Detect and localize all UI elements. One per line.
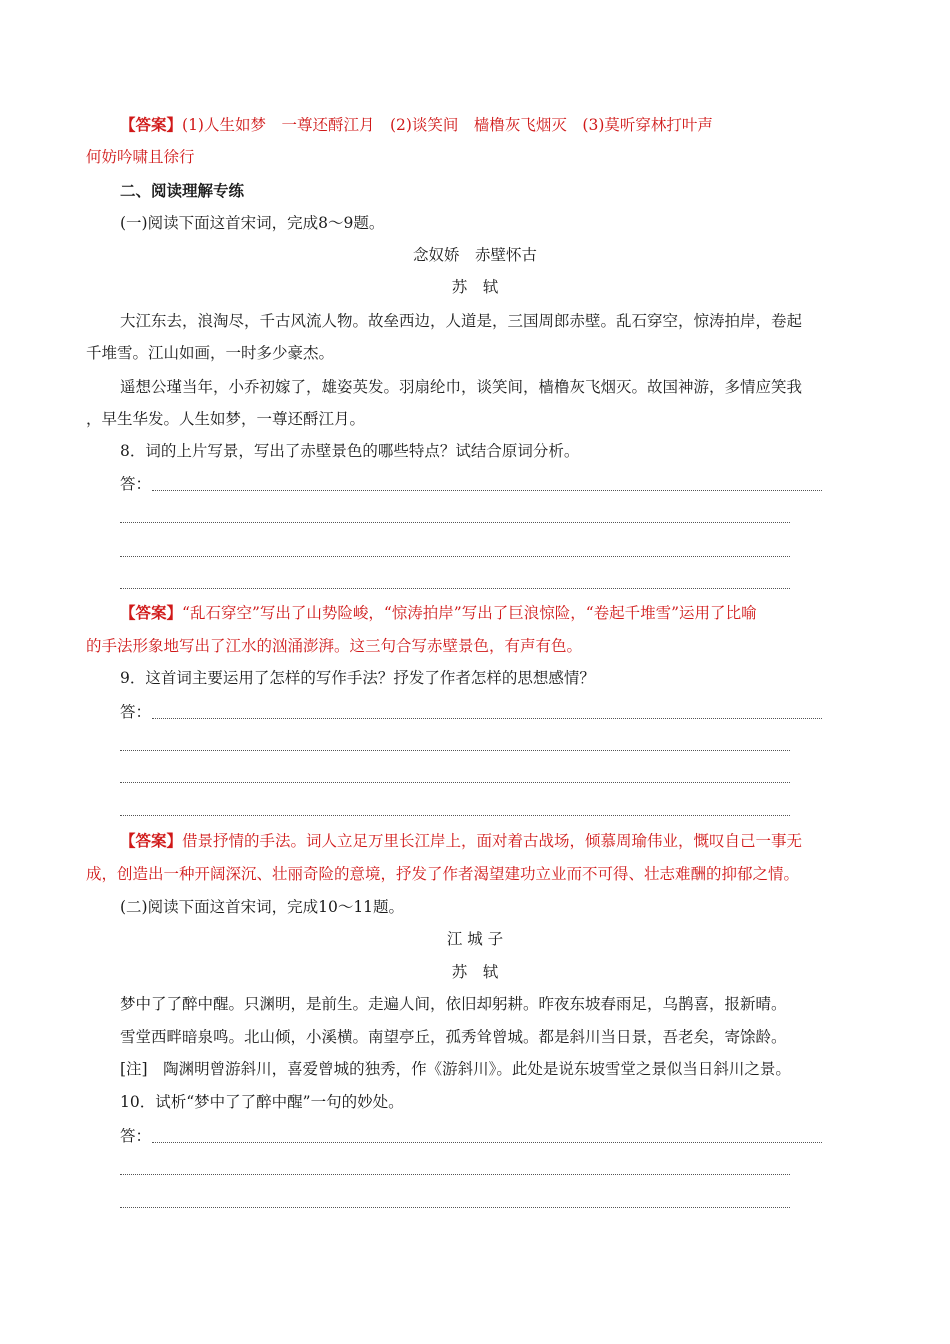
part2-intro: (二)阅读下面这首宋词，完成10～11题。 (120, 898, 405, 916)
q9-answer-line-1[interactable] (152, 718, 822, 719)
q8-answer-line-4[interactable] (120, 588, 790, 589)
q9-answer-line-2[interactable] (120, 750, 790, 751)
poem1-author: 苏 轼 (451, 278, 499, 296)
poem1-title: 念奴娇 赤壁怀古 (412, 246, 537, 264)
poem2-line1: 梦中了了醉中醒。只渊明，是前生。走遍人间，依旧却躬耕。昨夜东坡春雨足，乌鹊喜，报新晴。 (120, 995, 787, 1013)
answer-tag: 【答案】 (120, 603, 183, 622)
q10-answer-label: 答： (120, 1127, 152, 1145)
poem2-line2: 雪堂西畔暗泉鸣。北山倾，小溪横。南望亭丘，孤秀耸曾城。都是斜川当日景，吾老矣，寄馀龄。 (120, 1028, 787, 1046)
poem1-p2-line2: ，早生华发。人生如梦，一尊还酹江月。 (86, 410, 366, 428)
a8-line1 (120, 603, 757, 623)
a8-line2: 的手法形象地写出了江水的汹涌澎湃。这三句合写赤壁景色，有声有色。 (86, 637, 583, 655)
poem1-p1-line1: 大江东去，浪淘尽，千古风流人物。故垒西边，人道是，三国周郎赤壁。乱石穿空，惊涛拍岸，卷起 (120, 312, 803, 330)
q9-answer-line-3[interactable] (120, 782, 790, 783)
poem2-author: 苏 轼 (451, 963, 499, 981)
question-8: 8．词的上片写景，写出了赤壁景色的哪些特点？试结合原词分析。 (120, 442, 580, 460)
question-9: 9．这首词主要运用了怎样的写作手法？抒发了作者怎样的思想感情？ (120, 669, 595, 687)
q8-answer-line-2[interactable] (120, 522, 790, 523)
prev-answer-line2: 何妨吟啸且徐行 (86, 148, 195, 166)
a9-text: 借景抒情的手法。词人立足万里长江岸上，面对着古战场，倾慕周瑜伟业，慨叹自己一事无 (182, 832, 803, 850)
q9-answer-label: 答： (120, 703, 152, 721)
q9-answer-line-4[interactable] (120, 815, 790, 816)
q10-answer-line-2[interactable] (120, 1174, 790, 1175)
a8-text: “乱石穿空”写出了山势险峻，“惊涛拍岸”写出了巨浪惊险，“卷起千堆雪”运用了比喻 (182, 604, 757, 622)
question-10: 10．试析“梦中了了醉中醒”一句的妙处。 (120, 1093, 404, 1111)
answer-tag: 【答案】 (120, 831, 183, 850)
q8-answer-line-1[interactable] (152, 490, 822, 491)
q10-answer-line-1[interactable] (152, 1142, 822, 1143)
prev-answer-text: (1)人生如梦 一尊还酹江月 (2)谈笑间 樯橹灰飞烟灭 (3)莫听穿林打叶声 (182, 116, 713, 134)
a9-line2: 成，创造出一种开阔深沉、壮丽奇险的意境，抒发了作者渴望建功立业而不可得、壮志难酬的抑郁之情。 (86, 865, 800, 883)
poem1-p2-line1: 遥想公瑾当年，小乔初嫁了，雄姿英发。羽扇纶巾，谈笑间，樯橹灰飞烟灭。故国神游，多情应笑我 (120, 378, 803, 396)
answer-tag: 【答案】 (120, 115, 183, 134)
a9-line1 (120, 831, 802, 851)
poem2-note: [注] 陶渊明曾游斜川，喜爱曾城的独秀，作《游斜川》。此处是说东坡雪堂之景似当日斜川之景。 (120, 1060, 791, 1078)
q8-answer-line-3[interactable] (120, 556, 790, 557)
q10-answer-line-3[interactable] (120, 1207, 790, 1208)
part1-intro: (一)阅读下面这首宋词，完成8～9题。 (120, 214, 385, 232)
section-title: 二、阅读理解专练 (120, 181, 245, 200)
prev-answer-line1 (120, 115, 713, 135)
q8-answer-label: 答： (120, 475, 152, 493)
poem1-p1-line2: 千堆雪。江山如画，一时多少豪杰。 (86, 344, 335, 362)
poem2-title: 江 城 子 (446, 930, 504, 948)
